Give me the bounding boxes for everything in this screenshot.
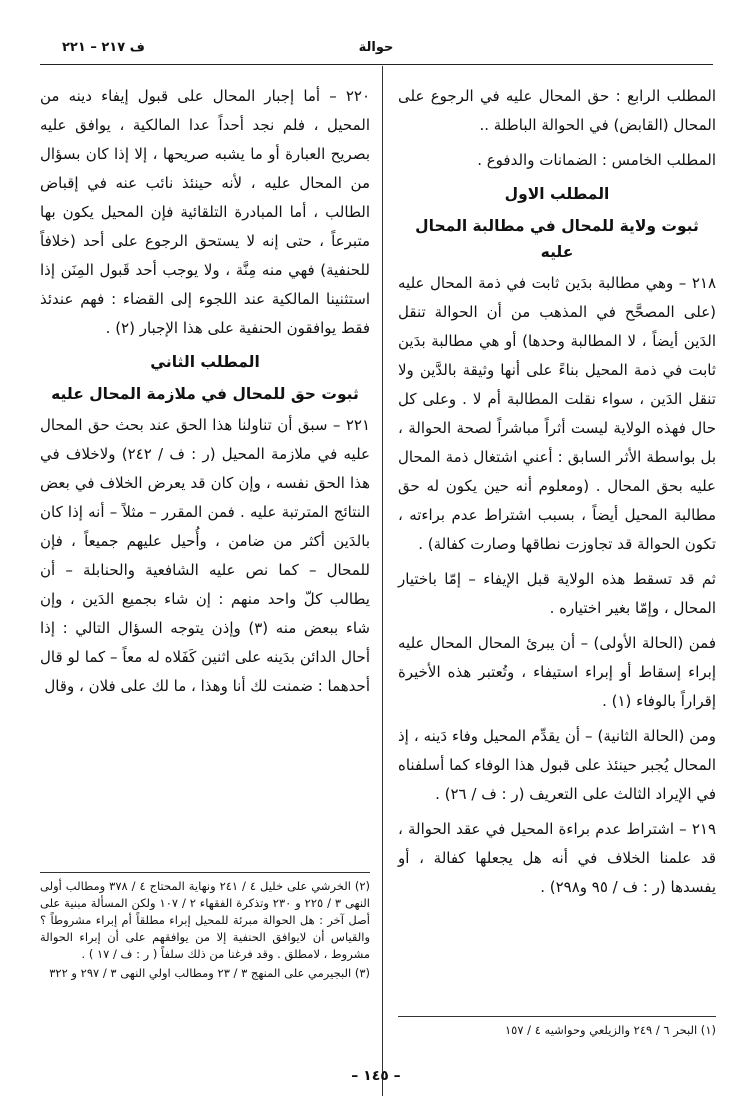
footnote: (١) البحر ٦ / ٢٤٩ والزيلعي وحواشيه ٤ / ١٥٧	[504, 1023, 716, 1037]
column-divider	[382, 66, 383, 1096]
page-number: – ١٤٥ –	[351, 1068, 401, 1084]
footnotes-right	[398, 1022, 716, 1041]
section-heading: ثبوت ولاية للمحال في مطالبة المحال عليه	[415, 217, 699, 261]
footnote-rule-right	[398, 1016, 716, 1017]
section-heading: المطلب الاول	[504, 185, 610, 203]
paragraph: ٢١٩ – اشتراط عدم براءة المحيل في عقد الحوالة ، قد علمنا الخلاف في أنه هل يجعلها كفالة ، أو يفسدها (ر : ف / ٩٥ و٢٩٨) .	[398, 820, 716, 896]
footnote: (٣) البجيرمي على المنهج ٣ / ٢٣ ومطالب اولي النهى ٣ / ٢٩٧ و ٣٢٢	[49, 966, 370, 980]
footnote: (٢) الخرشي على خليل ٤ / ٢٤١ ونهاية المحتاج ٤ / ٣٧٨ ومطالب أولى النهى ٣ / ٢٢٥ و ٢٣٠ وتذكرة الفقهاء ٢ / ١٠٧ ولكن المسألة مبنية على أصل آخر : هل الحوالة مبرئة للمحيل إبراء مطلقاً أم إبراء مشروطاً ؟ والقياس أن لايوافق الحنفية إلا من يوافقهم على أن إبراء الحوالة مشروط ، لامطلق . وقد فرغنا من ذلك سلفاً ( ر : ف / ١٧ ) .	[40, 879, 371, 961]
running-header-title: حوالة	[358, 40, 394, 55]
paragraph: ثم قد تسقط هذه الولاية قبل الإيفاء – إمّا باختيار المحال ، وإمّا بغير اختياره .	[398, 570, 716, 617]
paragraph: فمن (الحالة الأولى) – أن يبرئ المحال المحال عليه إبراء إسقاط أو إبراء استيفاء ، وتُعتبر هذه الأخيرة إقراراً بالوفاء (١) .	[398, 634, 716, 710]
section-heading: المطلب الثاني	[150, 353, 260, 371]
footnotes-left	[40, 878, 370, 984]
paragraph: المطلب الخامس : الضمانات والدفوع .	[477, 151, 716, 169]
right-column	[398, 82, 716, 908]
paragraph: ٢١٨ – وهي مطالبة بدَين ثابت في ذمة المحال عليه (على المصحَّح في المذهب من أن الحوالة تنقل الدَين أيضاً ، لا المطالبة وحدها) أو هي مطالبة بدَين ثابت في ذمة المحيل بناءً على أنها وثيقة بالدَّين ولا تنقل الدَين ، سواء نقلت المطالبة أم لا . وعلى كل حال فهذه الولاية ليست أثراً مباشراً لصحة الحوالة ، بل بواسطة الأثر السابق : أعني اشتغال ذمة المحال عليه بحق المحال . (ومعلوم أنه حين يكون له حق مطالبة المحيل أيضاً ، بسبب اشتراط عدم براءته ، تكون الحوالة قد تجاوزت نطاقها وصارت كفالة) .	[398, 274, 716, 553]
footnote-rule-left	[40, 872, 370, 873]
paragraph: ٢٢٠ – أما إجبار المحال على قبول إيفاء دينه من المحيل ، فلم نجد أحداً عدا المالكية ، يوافق عليه بصريح العبارة أو ما يشبه صريحها ، إلا إذا كان بسؤال من المحال عليه ، لأنه حينئذ نائب عنه في إقباض الطالب ، أما المبادرة التلقائية فإن المحيل يكون بها متبرعاً ، حتى إنه لا يستحق الرجوع على أحد (خلافاً للحنفية) فهي منه مِنَّة ، ولا يوجب أحد قَبول المِنَن إذا استثنينا المالكية عند اللجوء إلى القضاء : فهم عندئذ فقط يوافقون الحنفية على هذا الإجبار (٢) .	[40, 87, 370, 337]
section-heading: ثبوت حق للمحال في ملازمة المحال عليه	[51, 385, 359, 403]
left-column	[40, 82, 370, 707]
running-header-section-range: ف ٢١٧ – ٢٢١	[62, 40, 145, 55]
paragraph: المطلب الرابع : حق المحال عليه في الرجوع على المحال (القابض) في الحوالة الباطلة ..	[398, 87, 716, 134]
paragraph: ومن (الحالة الثانية) – أن يقدِّم المحيل وفاء دَينه ، إذ المحال يُجبر حينئذ على قبول هذا الوفاء كما أسلفناه في الإيراد الثالث على التعريف (ر : ف / ٢٦) .	[398, 727, 716, 803]
header-rule	[40, 64, 713, 65]
paragraph: ٢٢١ – سبق أن تناولنا هذا الحق عند بحث حق المحال عليه في ملازمة المحيل (ر : ف / ٢٤٢) ولاخلاف في هذا الحق نفسه ، وإن كان قد يعرض الخلاف في بعض النتائج المترتبة عليه . فمن المقرر – مثلاً – أنه إذا كان بالدَين أكثر من ضامن ، وأُحيل عليهم جميعاً ، فإن للمحال – كما نص عليه الشافعية والحنابلة – أن يطالب كلّ واحد منهم : إن شاء بجميع الدَين ، وإن شاء ببعض منه (٣) وإذن يتوجه السؤال التالي : إذا أحال الدائن بدَينه على اثنين كَفَلاه له معاً – كما لو قال أحدهما : ضمنت لك أنا وهذا ، ما لك على فلان ، وقال	[40, 416, 371, 695]
